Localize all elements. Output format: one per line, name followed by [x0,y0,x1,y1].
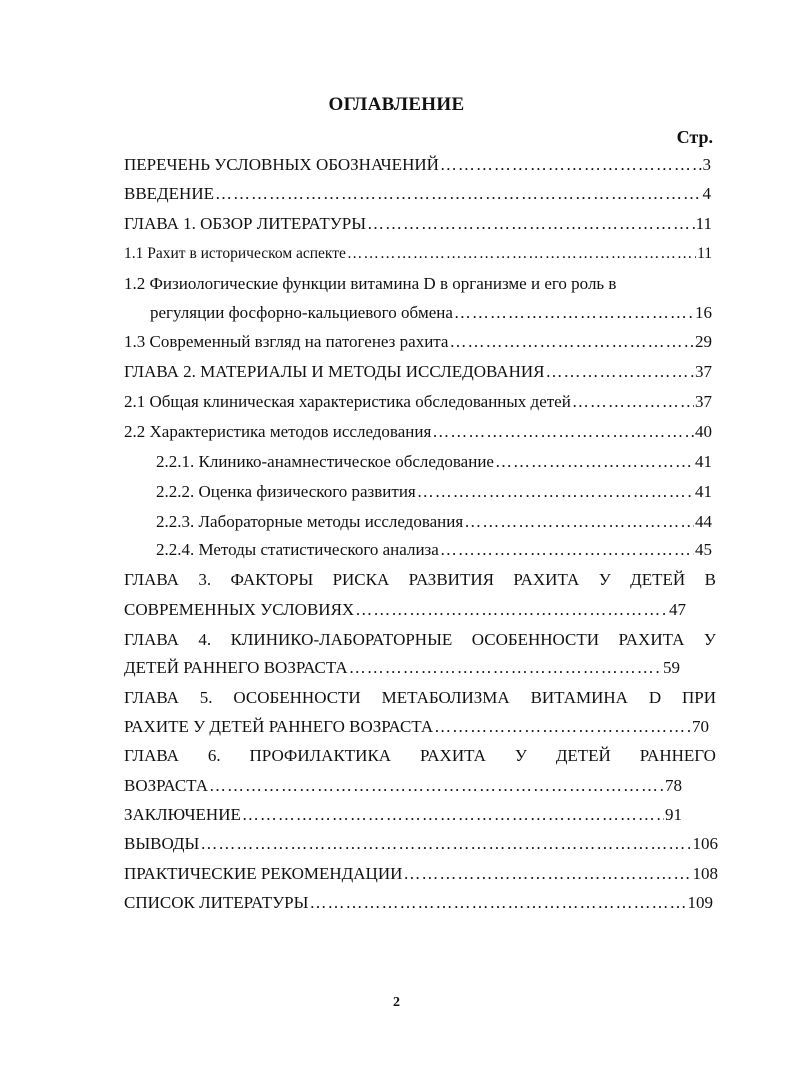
toc-entry-chapter-2[interactable] [124,361,712,383]
toc-entry-label: 1.3 Современный взгляд на патогенез рахита [124,332,449,351]
leader-dots [367,213,695,235]
toc-entry-introduction[interactable] [124,183,711,205]
toc-entry-page: 59 [663,658,680,677]
toc-entry-label: ВОЗРАСТА [124,776,208,795]
toc-entry-label: 2.2.2. Оценка физического развития [156,482,416,501]
toc-entry-label: РАХИТЕ У ДЕТЕЙ РАННЕГО ВОЗРАСТА [124,717,434,736]
toc-entry-page: 44 [695,512,712,531]
toc-entry-label: ЗАКЛЮЧЕНИЕ [124,805,241,824]
toc-entry-conclusion[interactable] [124,804,682,826]
leader-dots [449,331,694,353]
toc-entry-2-2-2[interactable] [156,481,712,503]
toc-word: ОСОБЕННОСТИ [233,688,361,707]
toc-entry-label: СОВРЕМЕННЫХ УСЛОВИЯХ [124,600,355,619]
toc-entry-chapter-3-line1[interactable] [124,569,716,591]
toc-word: ПРИ [681,688,716,707]
toc-entry-page: 45 [695,540,712,559]
toc-word: ВИТАМИНА [530,688,628,707]
toc-entry-page: 91 [665,805,682,824]
toc-entry-1-1[interactable] [124,243,712,265]
toc-entry-page: 106 [692,834,718,853]
toc-entry-2-1[interactable] [124,391,712,413]
toc-entry-chapter-6-line2[interactable] [124,775,682,797]
toc-entry-label: ПРАКТИЧЕСКИЕ РЕКОМЕНДАЦИИ [124,864,403,883]
toc-word: 3. [198,570,212,589]
toc-word: РАЗВИТИЯ [408,570,494,589]
toc-entry-recommendations[interactable] [124,863,718,885]
toc-entry-page: 40 [695,422,712,441]
leader-dots [242,804,664,826]
leader-dots [215,183,702,205]
toc-word: ФАКТОРЫ [230,570,314,589]
toc-word: ГЛАВА [124,688,179,707]
toc-entry-2-2-4[interactable] [156,539,712,561]
toc-entry-label: 1.2 Физиологические функции витамина D в организме и его роль в [124,274,617,293]
toc-entry-page: 78 [665,776,682,795]
toc-word: ДЕТЕЙ [555,746,611,765]
toc-entry-page: 16 [695,303,712,322]
toc-entry-label: 2.1 Общая клиническая характеристика обследованных детей [124,392,571,411]
leader-dots [417,481,694,503]
toc-entry-page: 3 [702,155,711,174]
toc-word: ДЕТЕЙ [630,570,686,589]
leader-dots [349,657,662,679]
toc-entry-page: 11 [697,245,712,262]
toc-entry-page: 11 [695,214,712,233]
toc-entry-label: 1.1 Рахит в историческом аспекте [124,245,346,262]
page-column-label: Стр. [676,127,713,147]
toc-entry-label: регуляции фосфорно-кальциевого обмена [150,303,453,322]
toc-word: 4. [198,630,212,649]
toc-entry-2-2-3[interactable] [156,511,712,533]
toc-entry-label: ПЕРЕЧЕНЬ УСЛОВНЫХ ОБОЗНАЧЕНИЙ [124,155,439,174]
toc-entry-chapter-5-line2[interactable] [124,716,709,738]
toc-entry-page: 41 [695,482,712,501]
toc-entry-chapter-5-line1[interactable] [124,687,716,709]
leader-dots [495,451,694,473]
toc-entry-label: 2.2.4. Методы статистического анализа [156,540,439,559]
toc-entry-chapter-1[interactable] [124,213,712,235]
leader-dots [464,511,694,533]
toc-entry-2-2-1[interactable] [156,451,712,473]
toc-word: РАХИТА [419,746,486,765]
toc-entry-label: ГЛАВА 2. МАТЕРИАЛЫ И МЕТОДЫ ИССЛЕДОВАНИЯ [124,362,545,381]
toc-word: 6. [207,746,221,765]
leader-dots [434,716,691,738]
toc-word: МЕТАБОЛИЗМА [381,688,510,707]
toc-entry-page: 4 [702,184,711,203]
toc-entry-chapter-3-line2[interactable] [124,599,686,621]
page-number: 2 [393,995,400,1010]
leader-dots [432,421,694,443]
leader-dots [440,154,702,176]
toc-word: D [648,688,662,707]
leader-dots [209,775,664,797]
toc-word: ГЛАВА [124,570,179,589]
toc-word: КЛИНИКО-ЛАБОРАТОРНЫЕ [230,630,453,649]
toc-entry-page: 70 [692,717,709,736]
leader-dots [572,391,694,413]
toc-entry-label: ВЫВОДЫ [124,834,200,853]
leader-dots [440,539,694,561]
toc-entry-label: 2.2.3. Лабораторные методы исследования [156,512,464,531]
toc-word: РИСКА [332,570,390,589]
leader-dots [545,361,694,383]
leader-dots [347,243,696,265]
leader-dots [454,302,694,324]
toc-word: ПРОФИЛАКТИКА [249,746,392,765]
toc-word: У [703,630,716,649]
toc-entry-label: ДЕТЕЙ РАННЕГО ВОЗРАСТА [124,658,348,677]
toc-entry-page: 29 [695,332,712,351]
toc-entry-1-2-line2[interactable] [150,302,712,324]
toc-word: ГЛАВА [124,630,179,649]
toc-word: 5. [199,688,213,707]
toc-entry-2-2[interactable] [124,421,712,443]
toc-entry-page: 47 [669,600,686,619]
leader-dots [309,892,686,914]
toc-word: РАХИТА [513,570,580,589]
leader-dots [200,833,691,855]
toc-entry-chapter-4-line1[interactable] [124,629,716,651]
toc-entry-abbreviations[interactable] [124,154,711,176]
toc-word: У [598,570,611,589]
toc-entry-chapter-6-line1[interactable] [124,745,716,767]
toc-entry-chapter-4-line2[interactable] [124,657,680,679]
toc-word: В [704,570,716,589]
toc-entry-label: ВВЕДЕНИЕ [124,184,214,203]
leader-dots [403,863,691,885]
toc-entry-1-3[interactable] [124,331,712,353]
toc-entry-label: 2.2.1. Клинико-анамнестическое обследование [156,452,494,471]
toc-word: ГЛАВА [124,746,179,765]
toc-entry-page: 37 [695,392,712,411]
toc-word: РАХИТА [618,630,685,649]
toc-entry-findings[interactable] [124,833,718,855]
toc-entry-1-2-line1[interactable] [124,273,712,295]
toc-word: РАННЕГО [639,746,716,765]
toc-entry-label: ГЛАВА 1. ОБЗОР ЛИТЕРАТУРЫ [124,214,367,233]
toc-title: ОГЛАВЛЕНИЕ [328,94,465,115]
toc-entry-page: 108 [692,864,718,883]
toc-word: У [514,746,527,765]
leader-dots [355,599,668,621]
toc-word: ОСОБЕННОСТИ [471,630,600,649]
toc-entry-page: 41 [695,452,712,471]
toc-entry-label: СПИСОК ЛИТЕРАТУРЫ [124,893,309,912]
toc-entry-page: 109 [687,893,713,912]
toc-entry-page: 37 [695,362,712,381]
toc-entry-bibliography[interactable] [124,892,713,914]
toc-entry-label: 2.2 Характеристика методов исследования [124,422,432,441]
